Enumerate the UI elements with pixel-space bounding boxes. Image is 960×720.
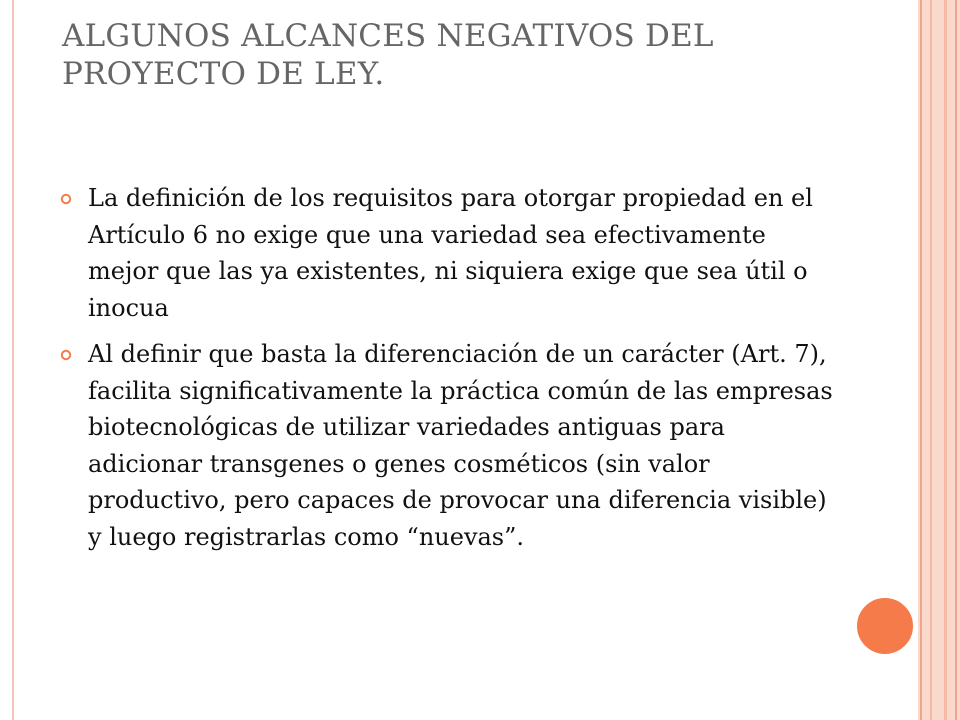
left-decorative-line (12, 0, 14, 720)
bullet-text: Al definir que basta la diferenciación de un carácter (Art. 7), facilita significativamente la práctica común de las empresas biotecnológicas de utilizar variedades antiguas para adicionar transgenes o genes cosméticos (sin valor productivo, pero capaces de provocar una diferencia visible) y luego registrarlas como “nuevas”. (88, 340, 833, 551)
slide-title: ALGUNOS ALCANCES NEGATIVOS DEL PROYECTO DE LEY. (62, 18, 714, 92)
bullet-text: La definición de los requisitos para otorgar propiedad en el Artículo 6 no exige que una variedad sea efectivamente mejor que las ya existentes, ni siquiera exige que sea útil o inocua (88, 184, 813, 322)
right-decorative-stripe (944, 0, 947, 720)
bullet-item (60, 180, 840, 326)
orange-circle-decoration (854, 595, 916, 657)
open-circle-bullet-icon (60, 193, 72, 205)
bullet-item (60, 336, 840, 555)
right-decorative-stripe (920, 0, 922, 720)
right-decorative-stripe (955, 0, 957, 720)
right-decorative-stripe (930, 0, 932, 720)
open-circle-bullet-icon (60, 349, 72, 361)
right-decorative-band (918, 0, 960, 720)
bullet-list (60, 180, 840, 565)
